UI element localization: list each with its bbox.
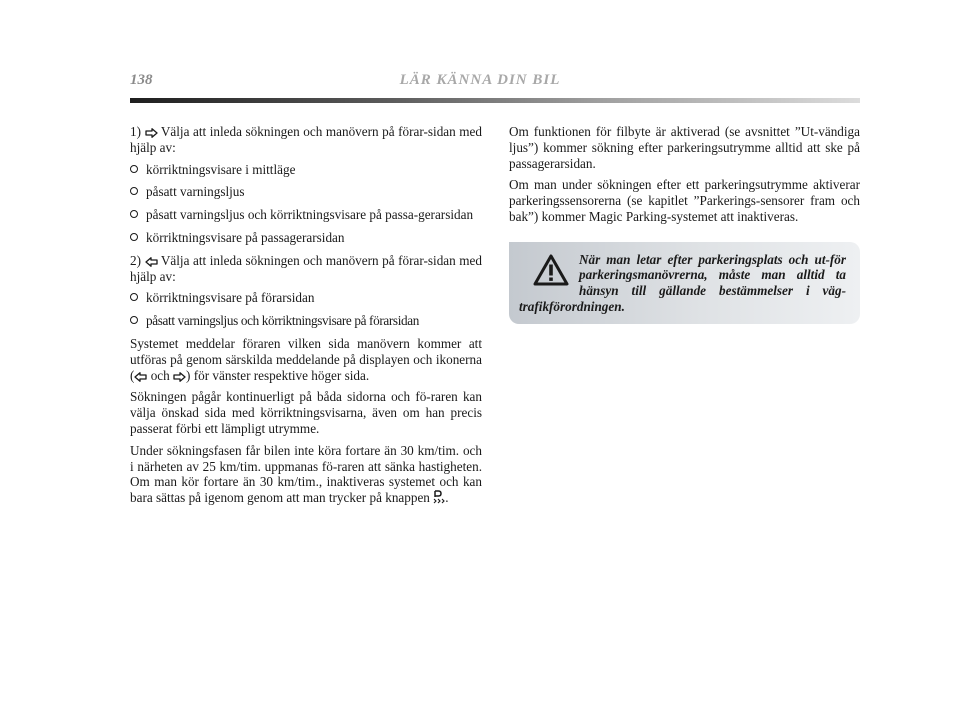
- bullet-marker: [130, 233, 138, 241]
- option-2-paragraph: [130, 253, 482, 285]
- right-column: [509, 124, 860, 324]
- paragraph-text: och: [150, 367, 170, 383]
- list-item: [130, 184, 482, 200]
- list-item: [130, 313, 482, 329]
- paragraph-text: Systemet meddelar föraren vilken sida manövern kommer att utföras på genom särskilda meddelande på displayen och ikonerna (: [130, 335, 482, 383]
- list-item-text: påsatt varningsljus: [146, 184, 245, 200]
- bullet-marker: [130, 165, 138, 173]
- page-number: 138: [130, 72, 153, 88]
- list-item-text: körriktningsvisare i mittläge: [146, 161, 296, 177]
- left-column: [130, 124, 482, 512]
- list-item: [130, 290, 482, 306]
- warning-text: När man letar efter parkeringsplats och ut-för parkeringsmanövrerna, måste man alltid ta hänsyn till gällande bestämmelser i väg-trafikförordningen.: [519, 251, 846, 314]
- bullet-marker: [130, 293, 138, 301]
- header-rule: [130, 98, 860, 103]
- left-outline-arrow-icon: [145, 257, 158, 267]
- option-2-list: [130, 290, 482, 329]
- chapter-title: LÄR KÄNNA DIN BIL: [399, 72, 561, 88]
- right-outline-arrow-icon: [173, 372, 186, 382]
- list-item: [130, 230, 482, 246]
- lane-change-paragraph: Om funktionen för filbyte är aktiverad (se avsnittet ”Ut-vändiga ljus”) kommer sökning efter parkeringsutrymme alltid att ske på passagerarsidan.: [509, 124, 860, 171]
- parking-button-icon: [433, 490, 445, 504]
- warning-triangle-icon: [533, 254, 569, 286]
- list-item-text: påsatt varningsljus och körriktningsvisare på förarsidan: [146, 313, 420, 329]
- list-item-text: körriktningsvisare på förarsidan: [146, 290, 315, 306]
- option-2-number: 2): [130, 252, 141, 268]
- list-item-text: påsatt varningsljus och körriktningsvisare på passa-gerarsidan: [146, 207, 474, 223]
- speed-paragraph: [130, 443, 482, 506]
- paragraph-text: Under sökningsfasen får bilen inte köra fortare än 30 km/tim. och i närheten av 25 km/tim. uppmanas fö-raren att sänka hastigheten. Om man kör fortare än 30 km/tim., inaktiveras systemet och kan bara sättas på igenom genom att man trycker på knappen: [130, 442, 482, 506]
- paragraph-text: .: [445, 490, 449, 506]
- option-1-paragraph: [130, 124, 482, 156]
- option-1-list: [130, 162, 482, 246]
- option-1-number: 1): [130, 124, 141, 139]
- left-outline-arrow-icon: [134, 372, 147, 382]
- list-item: [130, 207, 482, 223]
- bullet-marker: [130, 187, 138, 195]
- list-item: [130, 162, 482, 178]
- warning-box: [509, 242, 860, 324]
- option-2-text: Välja att inleda sökningen och manövern på förar-sidan med hjälp av:: [130, 252, 483, 284]
- list-item-text: körriktningsvisare på passagerarsidan: [146, 229, 345, 245]
- bullet-marker: [130, 316, 138, 324]
- bullet-marker: [130, 210, 138, 218]
- search-paragraph: Sökningen pågår kontinuerligt på båda sidorna och fö-raren kan välja önskad sida med körriktningsvisarna, även om han precis passerat förbi ett lämpligt utrymme.: [130, 389, 482, 436]
- option-1-text: Välja att inleda sökningen och manövern på förar-sidan med hjälp av:: [130, 124, 483, 155]
- display-icons-paragraph: [130, 336, 482, 383]
- parking-sensors-paragraph: Om man under sökningen efter ett parkeringsutrymme aktiverar parkeringssensorerna (se kapitlet ”Parkerings-sensorer fram och bak”) kommer Magic Parking-systemet att inaktiveras.: [509, 177, 860, 224]
- right-outline-arrow-icon: [145, 128, 158, 138]
- paragraph-text: ) för vänster respektive höger sida.: [186, 367, 370, 383]
